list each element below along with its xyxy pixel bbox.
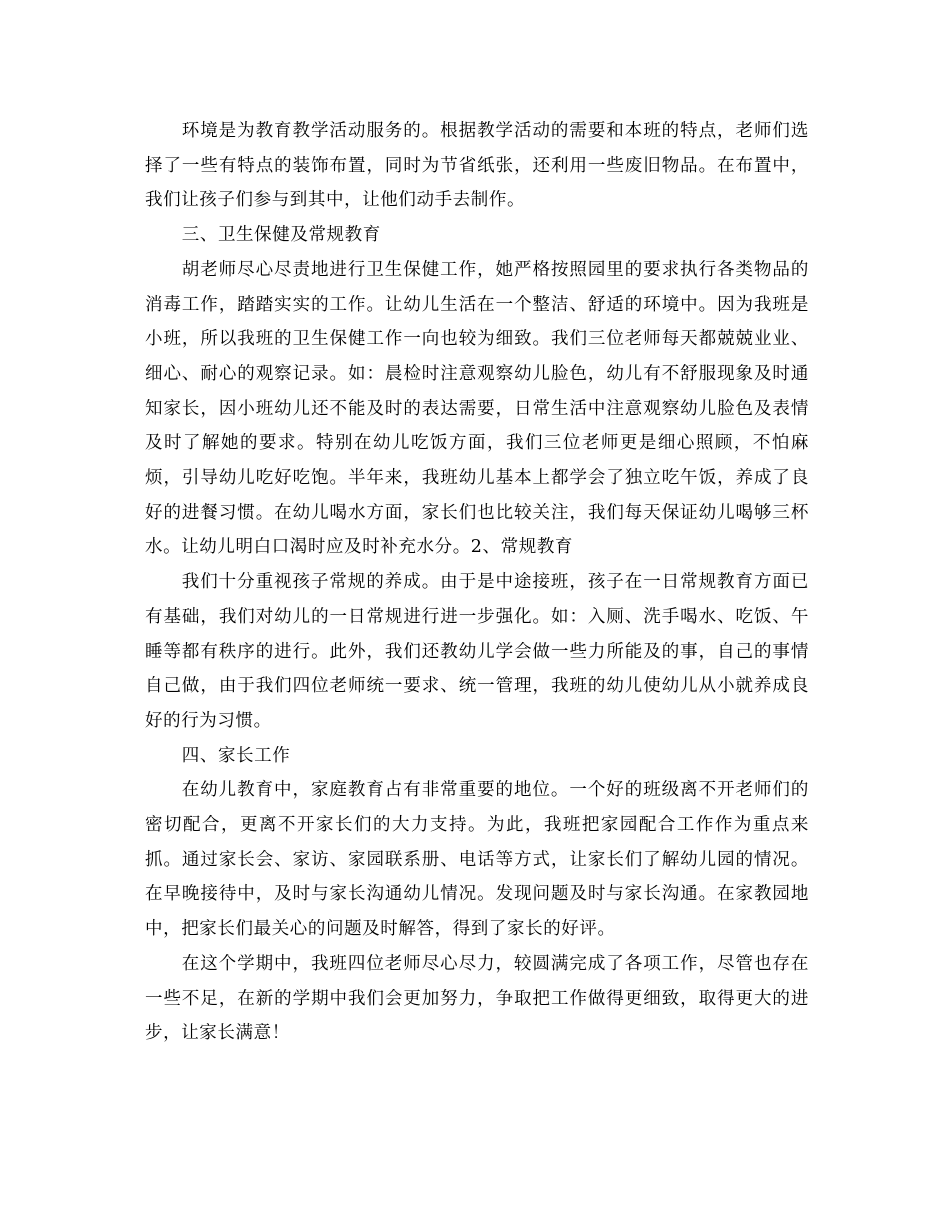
paragraph-conclusion: 在这个学期中，我班四位老师尽心尽力，较圆满完成了各项工作，尽管也存在一些不足，在新的学期中我们会更加努力，争取把工作做得更细致，取得更大的进步，让家长满意！ [145,953,809,1044]
paragraph-routine-education: 我们十分重视孩子常规的养成。由于是中途接班，孩子在一日常规教育方面已有基础，我们对幼儿的一日常规进行进一步强化。如：入厕、洗手喝水、吃饭、午睡等都有秩序的进行。此外，我们还教幼儿学会做一些力所能及的事，自己的事情自己做，由于我们四位老师统一要求、统一管理，我班的幼儿使幼儿从小就养成良好的行为习惯。 [145,572,809,731]
paragraph-hygiene-care: 胡老师尽心尽责地进行卫生保健工作，她严格按照园里的要求执行各类物品的消毒工作，踏踏实实的工作。让幼儿生活在一个整洁、舒适的环境中。因为我班是小班，所以我班的卫生保健工作一向也较为细致。我们三位老师每天都兢兢业业、细心、耐心的观察记录。如：晨检时注意观察幼儿脸色，幼儿有不舒服现象及时通知家长，因小班幼儿还不能及时的表达需要，日常生活中注意观察幼儿脸色及表情及时了解她的要求。特别在幼儿吃饭方面，我们三位老师更是细心照顾，不怕麻烦，引导幼儿吃好吃饱。半年来，我班幼儿基本上都学会了独立吃午饭，养成了良好的进餐习惯。在幼儿喝水方面，家长们也比较关注，我们每天保证幼儿喝够三杯水。让幼儿明白口渴时应及时补充水分。2、常规教育 [145,259,809,558]
section-heading-parent-work: 四、家长工作 [181,745,291,766]
section-heading-hygiene: 三、卫生保健及常规教育 [181,225,381,246]
paragraph-environment: 环境是为教育教学活动服务的。根据教学活动的需要和本班的特点，老师们选择了一些有特点的装饰布置，同时为节省纸张，还利用一些废旧物品。在布置中，我们让孩子们参与到其中，让他们动手去制作。 [145,121,809,211]
paragraph-parent-work: 在幼儿教育中，家庭教育占有非常重要的地位。一个好的班级离不开老师们的密切配合，更离不开家长们的大力支持。为此，我班把家园配合工作作为重点来抓。通过家长会、家访、家园联系册、电话等方式，让家长们了解幼儿园的情况。在早晚接待中，及时与家长沟通幼儿情况。发现问题及时与家长沟通。在家教园地中，把家长们最关心的问题及时解答，得到了家长的好评。 [145,780,809,940]
document-page [145,114,809,1051]
